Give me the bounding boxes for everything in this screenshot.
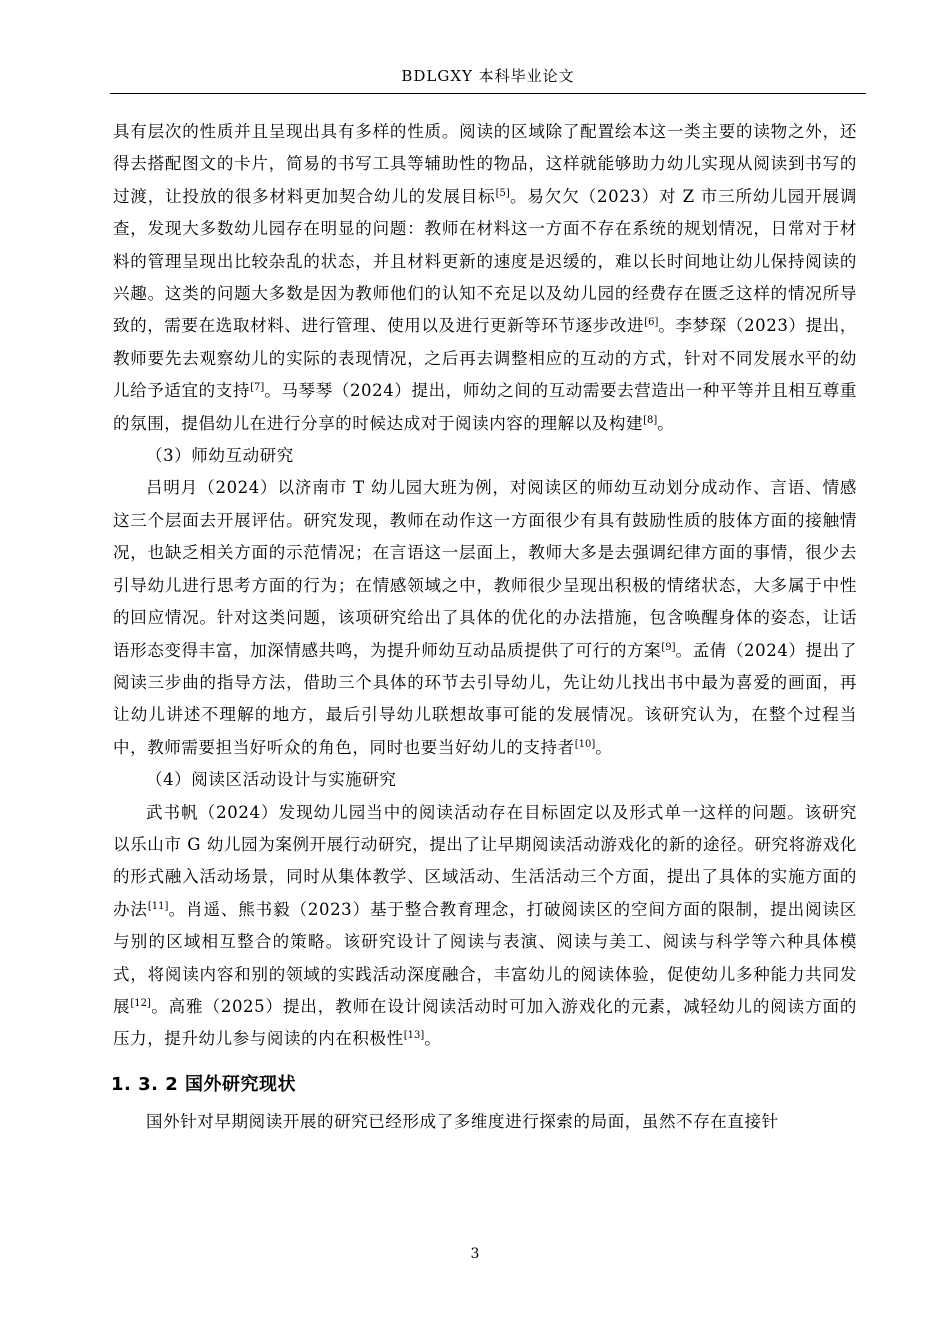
sub-heading-text: （3）师幼互动研究	[146, 446, 294, 466]
citation-ref: [13]	[403, 1030, 425, 1042]
paragraph-text: 。马琴琴（2024）提出，师幼之间的互动需要去营造出一种平等并且相互尊重的氛围，提倡幼儿在进行分享的时候达成对于阅读内容的理解以及构建	[113, 381, 857, 433]
paragraph-text: 。孟倩（2024）提出了阅读三步曲的指导方法，借助三个具体的环节去引导幼儿，先让幼儿找出书中最为喜爱的画面，再让幼儿讲述不理解的地方，最后引导幼儿联想故事可能的发展情况。该研究认为，在整个过程当中，教师需要担当好听众的角色，同时也要当好幼儿的支持者	[113, 640, 857, 757]
paragraph-text: 。肖遥、熊书毅（2023）基于整合教育理念，打破阅读区的空间方面的限制，提出阅读区与别的区域相互整合的策略。该研究设计了阅读与表演、阅读与美工、阅读与科学等六种具体模式，将阅读内容和别的领域的实践活动深度融合，丰富幼儿的阅读体验，促使幼儿多种能力共同发展	[113, 899, 857, 1016]
citation-ref: [9]	[661, 641, 676, 653]
paragraph-text: 。李梦琛（2023）提出，教师要先去观察幼儿的实际的表现情况，之后再去调整相应的互动的方式，针对不同发展水平的幼儿给予适宜的支持	[113, 316, 857, 401]
citation-ref: [11]	[147, 900, 169, 912]
paragraph-text: 。	[657, 413, 675, 433]
sub-heading	[113, 764, 857, 796]
page-header	[110, 66, 866, 94]
section-title: 1. 3. 2 国外研究现状	[111, 1073, 297, 1095]
paragraph-text: 武书帆（2024）发现幼儿园当中的阅读活动存在目标固定以及形式单一这样的问题。该研究以乐山市 G 幼儿园为案例开展行动研究，提出了让早期阅读活动游戏化的新的途径。研究将游戏化的形式融入活动场景，同时从集体教学、区域活动、生活活动三个方面，提出了具体的实施方面的办法	[113, 802, 857, 919]
citation-ref: [8]	[643, 414, 658, 426]
citation-ref: [6]	[644, 317, 659, 329]
sub-heading-text: （4）阅读区活动设计与实施研究	[146, 770, 397, 790]
body-paragraph	[113, 116, 857, 440]
section-intro-paragraph: 国外针对早期阅读开展的研究已经形成了多维度进行探索的局面，虽然不存在直接针	[146, 1111, 779, 1131]
paragraph-text: 。易欠欠（2023）对 Z 市三所幼儿园开展调查，发现大多数幼儿园存在明显的问题：教师在材料这一方面不存在系统的规划情况，日常对于材料的管理呈现出比较杂乱的状态，并且材料更新的速度是迟缓的，难以长时间地让幼儿保持阅读的兴趣。这类的问题大多数是因为教师他们的认知不充足以及幼儿园的经费存在匮乏这样的情况所导致的，需要在选取材料、进行管理、使用以及进行更新等环节逐步改进	[113, 186, 857, 336]
paragraph-text: 。高雅（2025）提出，教师在设计阅读活动时可加入游戏化的元素，减轻幼儿的阅读方面的压力，提升幼儿参与阅读的内在积极性	[113, 996, 857, 1049]
body-paragraph	[113, 797, 857, 1056]
paragraph-text: 吕明月（2024）以济南市 T 幼儿园大班为例，对阅读区的师幼互动划分成动作、言语、情感这三个层面去开展评估。研究发现，教师在动作这一方面很少有具有鼓励性质的肢体方面的接触情况，也缺乏相关方面的示范情况；在言语这一层面上，教师大多是去强调纪律方面的事情，很少去引导幼儿进行思考方面的行为；在情感领域之中，教师很少呈现出积极的情绪状态，大多属于中性的回应情况。针对这类问题，该项研究给出了具体的优化的办法措施，包含唤醒身体的姿态，让话语形态变得丰富，加深情感共鸣，为提升师幼互动品质提供了可行的方案	[113, 478, 857, 660]
body-paragraph	[113, 472, 857, 764]
citation-ref: [12]	[130, 997, 151, 1009]
sub-heading	[113, 440, 857, 472]
page-number: 3	[470, 1246, 480, 1262]
paragraph-text: 。	[595, 737, 613, 757]
paragraph-text: 。	[424, 1029, 442, 1049]
citation-ref: [10]	[574, 738, 596, 750]
citation-ref: [7]	[250, 382, 265, 394]
document-body	[113, 116, 857, 1138]
header-title: BDLGXY 本科毕业论文	[401, 67, 575, 85]
paragraph-text: 具有层次的性质并且呈现出具有多样的性质。阅读的区域除了配置绘本这一类主要的读物之外，还得去搭配图文的卡片，简易的书写工具等辅助性的物品，这样就能够助力幼儿实现从阅读到书写的过渡，让投放的很多材料更加契合幼儿的发展目标	[113, 122, 857, 206]
citation-ref: [5]	[495, 187, 510, 199]
